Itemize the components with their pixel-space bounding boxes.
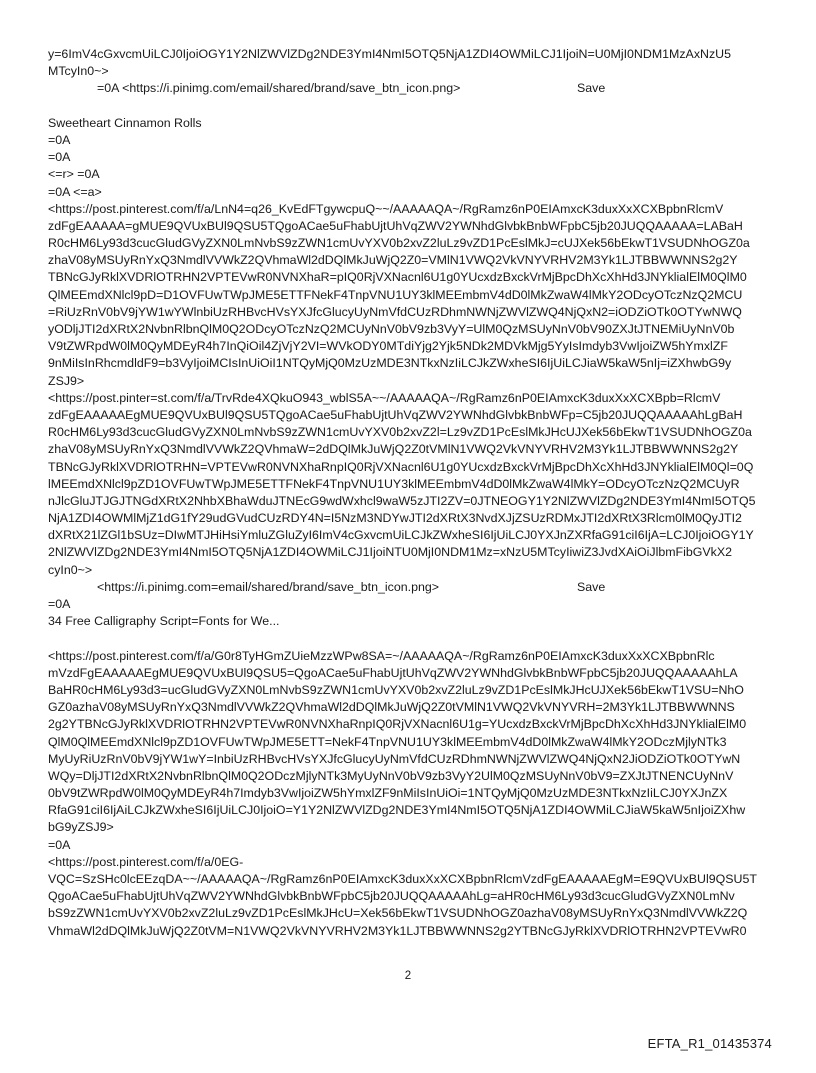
link-line[interactable]: <https://post.pinterest.com/f/a/0EG-: [48, 854, 244, 869]
document-id: EFTA_R1_01435374: [647, 1036, 772, 1051]
text-line: ZSJ9>: [48, 373, 85, 388]
text-line: zhaV08yMSUyRnYxQ3NmdlVVWkZ2QVhmaWl2dDQlMkJuWjQ2Z0=VMlN1VWQ2VkVNYVRHV2M3Yk1LJTBBWWNNS2g2Y: [48, 253, 738, 268]
text-line: 34 Free Calligraphy Script=Fonts for We...: [48, 614, 280, 629]
text-line: lMEEmdXNlcl9pZD1OVFUwTWpJME5ETTFNekF4TnpVNU1UY3klMEEmbmV4dD0lMkZwaW4lMkY=ODcyOTczNzQ2MCUyR: [48, 476, 740, 491]
page-number: 2: [404, 970, 412, 982]
blank-line: [48, 98, 772, 115]
text-line: cyIn0~>: [48, 562, 93, 577]
text-line: NjA1ZDI4OWMlMjZ1dG1fY29udGVudCUzRDY4N=I5NzM3NDYwJTI2dXRtX3NvdXJjZSUzRDMxJTI2dXRtX3Rlcm0lM0QyJTI2: [48, 511, 742, 526]
text-line: =0A <=a>: [48, 184, 102, 199]
text-line: bS9zZWN1cmUvYXV0b2xvZ2luLz9vZD1PcEslMkJHcU=Xek56bEkwT1VSUDNhOGZ0azhaV08yMSUyRnYxQ3NmdlVVWkZ2Q: [48, 906, 748, 921]
text-line: TBNcGJyRklXVDRlOTRHN2VPTEVwR0NVNXhaR=pIQ0RjVXNacnl6U1g0YUcxdzBxckVrMjBpcDhXcXhHd3JNYklialElM0QlM0: [48, 270, 747, 285]
text-line: QlMEEmdXNlcl9pD=D1OVFUwTWpJME5ETTFNekF4TnpVNU1UY3klMEEmbmV4dD0lMkZwaW4lMkY2ODcyOTczNzQ2MCU: [48, 287, 743, 302]
save-icon-link[interactable]: <https://i.pinimg.com=email/shared/brand/save_btn_icon.png>: [97, 579, 439, 594]
text-line: =0A: [48, 132, 71, 147]
save-label[interactable]: Save: [577, 579, 606, 594]
blank-line: [48, 630, 772, 647]
save-button-row: [48, 579, 772, 596]
text-line: VhmaWl2dDQlMkJuWjQ2Z0tVM=N1VWQ2VkVNYVRHV2M3Yk1LJTBBWWNNS2g2YTBNcGJyRklXVDRlOTRHN2VPTEVwR0: [48, 923, 747, 938]
save-button-row: [48, 80, 772, 97]
text-line: TBNcGJyRklXVDRlOTRHN=VPTEVwR0NVNXhaRnpIQ0RjVXNacnl6U1g0YUcxdzBxckVrMjBpcDhXcXhHd3JNYklialElM0Ql=0Q: [48, 459, 754, 474]
text-line: Sweetheart Cinnamon Rolls: [48, 115, 202, 130]
text-line: y=6ImV4cGxvcmUiLCJ0IjoiOGY1Y2NlZWVlZDg2NDE3YmI4NmI5OTQ5NjA1ZDI4OWMiLCJ1IjoiN=U0MjI0NDM1MzAxNzU5: [48, 47, 732, 61]
text-line: mVzdFgEAAAAAEgMUE9QVUxBUl9QSU5=QgoACae5uFhabUjtUhVqZWV2YWNhdGlvbkBnbWFpbC5jb20JUQQAAAAAhLA: [48, 665, 738, 680]
text-line: dXRtX21lZGl1bSUz=DIwMTJHiHsiYmluZGluZyI6ImV4cGxvcmUiLCJkZWxheSI6IjUiLCJ0YXJnZXRfaG91ciI6IjA=LCJ0IjoiOGY1Y: [48, 528, 754, 543]
text-line: 9nMiIsInRhcmdldF9=b3VyIjoiMCIsInUiOiI1NTQyMjQ0MzUzMDE3NTkxNzIiLCJkZWxheSI6IjUiLCJiaW5kaW5nIj=iZXhwbG9y: [48, 356, 732, 371]
text-line: MyUyRiUzRnV0bV9jYW1wY=InbiUzRHBvcHVsYXJfcGlucyUyNmVfdCUzRDhmNWNjZWVlZWQ4NjQxN2JiODZiOTk0OTYwN: [48, 751, 741, 766]
text-line: RfaG91ciI6IjAiLCJkZWxheSI6IjUiLCJ0IjoiO=Y1Y2NlZWVlZDg2NDE3YmI4NmI5OTQ5NjA1ZDI4OWMiLCJiaW5kaW5nIjoiZXhw: [48, 803, 746, 818]
text-line: =0A: [48, 837, 71, 852]
text-line: VQC=SzSHc0lcEEzqDA~~/AAAAAQA~/RgRamz6nP0EIAmxcK3duxXxXCXBpbnRlcmVzdFgEAAAAAEgM=E9QVUxBUl9QSU5T: [48, 872, 757, 886]
text-line: nJlcGluJTJGJTNGdXRtX2NhbXBhaWduJTNEcG9wdWxhcl9waW5zJTI2ZV=0JTNEOGY1Y2NlZWVlZDg2NDE3YmI4NmI5OTQ5: [48, 493, 756, 508]
save-label[interactable]: Save: [577, 81, 606, 96]
text-line: V9tZWRpdW0lM0QyMDEyR4h7InQiOil4ZjVjY2VI=WVkODY0MTdiYjg2Yjk5NDk2MDVkMjg5YyIsImdyb3VwIjoiZW5hYmxlZF: [48, 339, 728, 354]
text-line: bG9yZSJ9>: [48, 820, 114, 835]
text-line: QlM0QlMEEmdXNlcl9pZD1OVFUwTWpJME5ETT=NekF4TnpVNU1UY3klMEEmbmV4dD0lMkZwaW4lMkY2ODczMjlyNTk3: [48, 734, 727, 749]
text-line: BaHR0cHM6Ly93d3=ucGludGVyZXN0LmNvbS9zZWN1cmUvYXV0b2xvZ2luLz9vZD1PcEslMkJHcUJXek56bEkwT1VSU=NhO: [48, 682, 744, 697]
text-line: GZ0azhaV08yMSUyRnYxQ3NmdlVVWkZ2QVhmaWl2dDQlMkJuWjQ2Z0tVMlN1VWQ2VkVNYVRH=2M3Yk1LJTBBWWNNS: [48, 700, 735, 715]
text-line: =0A: [48, 150, 71, 165]
text-line: <=r> =0A: [48, 167, 100, 182]
text-line: MTcyIn0~>: [48, 64, 109, 79]
text-line: =0A: [48, 597, 71, 611]
text-line: zdFgEAAAAA=gMUE9QVUxBUl9QSU5TQgoACae5uFhabUjtUhVqZWV2YWNhdGlvbkBnbWFpbC5jb20JUQQAAAAA=LABaH: [48, 218, 743, 233]
link-line[interactable]: <https://post.pinter=st.com/f/a/TrvRde4XQkuO943_wblS5A~~/AAAAAQA~/RgRamz6nP0EIAmxcK3duxXxXCXBpb=RlcmV: [48, 390, 721, 405]
text-line: zhaV08yMSUyRnYxQ3NmdlVVWkZ2QVhmaW=2dDQlMkJuWjQ2Z0tVMlN1VWQ2VkVNYVRHV2M3Yk1LJTBBWWNNS2g2Y: [48, 442, 739, 457]
text-line: WQy=DljJTI2dXRtX2NvbnRlbnQlM0Q2ODczMjlyNTk3MyUyNnV0bV9zb3VyY2UlM0QzMSUyNnV0bV9=ZXJtJTNENCUyNnV: [48, 768, 734, 783]
text-line: 0bV9tZWRpdW0lM0QyMDEyR4h7Imdyb3VwIjoiZW5hYmxlZF9nMiIsInUiOi=1NTQyMjQ0MzUzMDE3NTkxNzIiLCJ0YXJnZX: [48, 786, 728, 801]
document-body: [48, 46, 772, 940]
text-line: yODljJTI2dXRtX2NvbnRlbnQlM0Q2ODcyOTczNzQ2MCUyNnV0bV9zb3VyY=UlM0QzMSUyNnV0bV90ZXJtJTNEMiUyNnV0b: [48, 322, 735, 336]
text-line: R0cHM6Ly93d3cucGludGVyZXN0LmNvbS9zZWN1cmUvYXV0b2xvZ2luLz9vZD1PcEslMkJ=cUJXek56bEkwT1VSUDNhOGZ0a: [48, 236, 750, 251]
link-line[interactable]: <https://post.pinterest.com/f/a/G0r8TyHGmZUieMzzWPw8SA=~/AAAAAQA~/RgRamz6nP0EIAmxcK3duxXxXCXBpbnRlc: [48, 648, 715, 663]
text-line: zdFgEAAAAAEgMUE9QVUxBUl9QSU5TQgoACae5uFhabUjtUhVqZWV2YWNhdGlvbkBnbWFp=C5jb20JUQQAAAAAhLgBaH: [48, 407, 743, 422]
text-line: 2NlZWVlZDg2NDE3YmI4NmI5OTQ5NjA1ZDI4OWMiLCJ1IjoiNTU0MjI0NDM1Mz=xNzU5MTcyIiwiZ3JvdXAiOiJlbmFibGVkX2: [48, 545, 733, 560]
text-line: =RiUzRnV0bV9jYW1wYWlnbiUzRHBvcHVsYXJfcGlucyUyNmVfdCUzRDhmNWNjZWVlZWQ4NjQxN2=iODZiOTk0OTYwNWQ: [48, 304, 742, 319]
text-line: 2g2YTBNcGJyRklXVDRlOTRHN2VPTEVwR0NVNXhaRnpIQ0RjVXNacnl6U1g=YUcxdzBxckVrMjBpcDhXcXhHd3JNYklialElM0: [48, 717, 747, 732]
link-line[interactable]: <https://post.pinterest.com/f/a/LnN4=q26_KvEdFTgywcpuQ~~/AAAAAQA~/RgRamz6nP0EIAmxcK3duxXxXCXBpbnRlcmV: [48, 201, 724, 216]
save-icon-link[interactable]: =0A <https://i.pinimg.com/email/shared/brand/save_btn_icon.png>: [97, 81, 461, 96]
text-line: R0cHM6Ly93d3cucGludGVyZXN0LmNvbS9zZWN1cmUvYXV0b2xvZ2l=Lz9vZD1PcEslMkJHcUJXek56bEkwT1VSUDNhOGZ0a: [48, 425, 752, 440]
text-line: QgoACae5uFhabUjtUhVqZWV2YWNhdGlvbkBnbWFpbC5jb20JUQQAAAAAhLg=aHR0cHM6Ly93d3cucGludGVyZXN0LmNv: [48, 889, 735, 904]
